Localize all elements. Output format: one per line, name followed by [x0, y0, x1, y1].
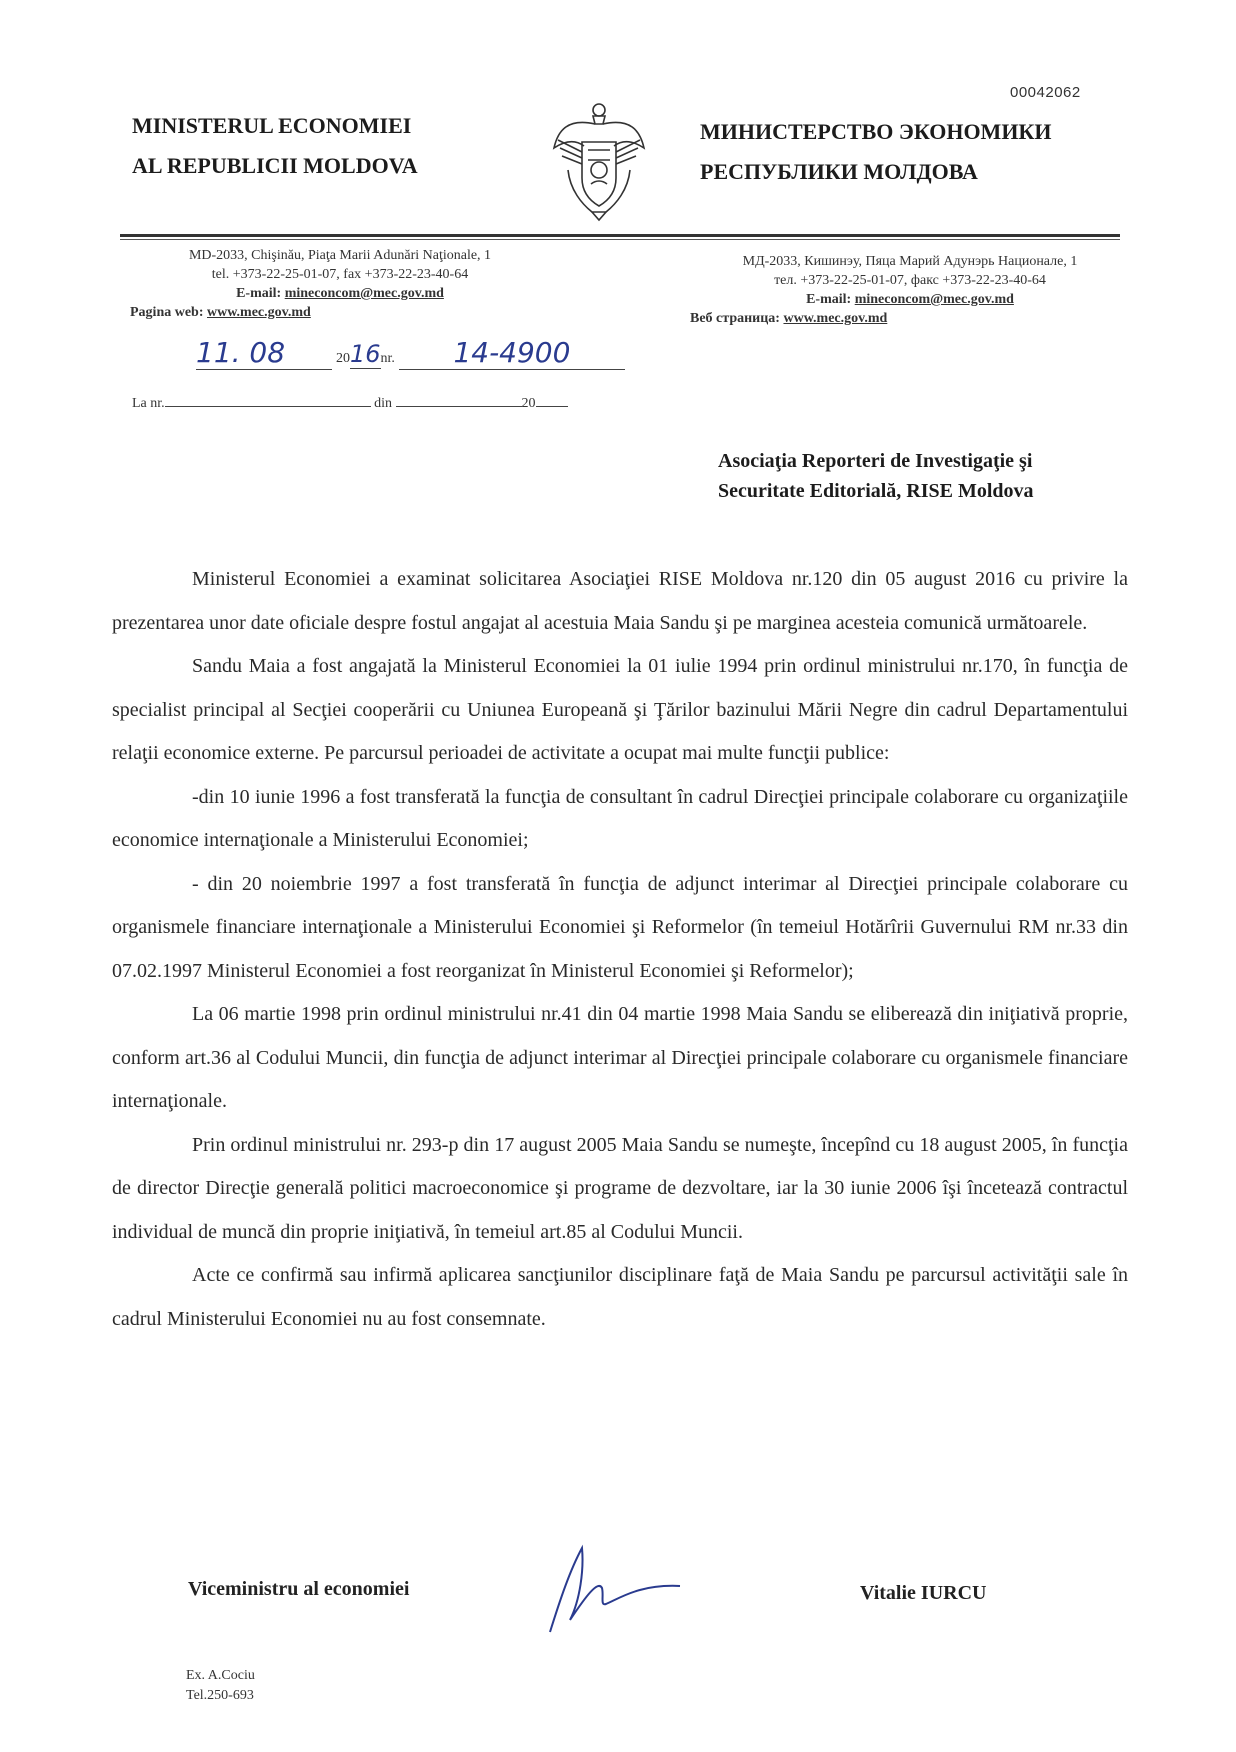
- registration-line: [196, 336, 656, 376]
- contact-block-ro: [130, 246, 550, 322]
- email-label-ru: E-mail:: [806, 292, 852, 307]
- reference-year-prefix: 20: [521, 396, 536, 411]
- reference-din: din: [374, 396, 393, 411]
- ministry-name-ru-line2: РЕСПУБЛИКИ МОЛДОВА: [700, 159, 978, 184]
- registration-year-prefix: 20: [336, 351, 350, 366]
- address-ru: МД-2033, Кишинэу, Пяца Марий Адунэрь Национале, 1: [742, 254, 1078, 269]
- letter-body: [112, 558, 1128, 1341]
- signatory-name: Vitalie IURCU: [860, 1582, 987, 1604]
- paragraph: Sandu Maia a fost angajată la Ministerul Economiei la 01 iulie 1994 prin ordinul ministrului nr.170, în funcţia de specialist principal al Secţiei cooperării cu Uniunea Europeană şi Ţărilor bazinului Mării Negre din cadrul Departamentului relaţii economice externe. Pe parcursul perioadei de activitate a ocupat mai multe funcţii publice:: [112, 655, 1128, 764]
- email-label-ro: E-mail:: [236, 286, 282, 301]
- handwritten-signature-icon: [540, 1540, 690, 1640]
- paragraph: - din 20 noiembrie 1997 a fost transferată în funcţia de adjunct interimar al Direcţiei principale colaborare cu organismele financiare internaţionale a Ministerului Economiei şi Reformelor (în temeiul Hotărîrii Guvernului RM nr.33 din 07.02.1997 Ministerul Economiei a fost reorganizat în Ministerul Economiei şi Reformelor);: [112, 872, 1128, 982]
- ministry-header-ru: [700, 112, 1052, 192]
- ministry-header-ro: [132, 106, 418, 186]
- email-link-ru[interactable]: mineconcom@mec.gov.md: [854, 292, 1014, 307]
- executor-name: Ex. A.Cociu: [186, 1668, 255, 1683]
- ministry-name-ro-line2: AL REPUBLICII MOLDOVA: [132, 153, 418, 178]
- header-divider-thin: [120, 239, 1120, 240]
- registration-year-suffix: 16: [350, 340, 381, 368]
- ministry-name-ru-line1: МИНИСТЕРСТВО ЭКОНОМИКИ: [700, 119, 1052, 144]
- executor-info: [186, 1666, 255, 1706]
- addressee-line1: Asociaţia Reporteri de Investigaţie şi: [718, 450, 1033, 472]
- phone-ro: tel. +373-22-25-01-07, fax +373-22-23-40-64: [211, 267, 469, 282]
- web-label-ro: Pagina web:: [130, 305, 204, 320]
- paragraph: Prin ordinul ministrului nr. 293-p din 17 august 2005 Maia Sandu se numeşte, începînd cu 18 august 2005, în funcţia de director Direcţie generală politici macroeconomice şi programe de dezvoltare, iar la 30 iunie 2006 îşi încetează contractul individual de muncă din proprie iniţiativă, în temeiul art.85 al Codului Muncii.: [112, 1133, 1128, 1243]
- web-label-ru: Веб страница:: [690, 311, 780, 326]
- paragraph: La 06 martie 1998 prin ordinul ministrului nr.41 din 04 martie 1998 Maia Sandu se eliberează din iniţiativă proprie, conform art.36 al Codului Muncii, din funcţia de adjunct interimar al Direcţiei principale colaborare cu organismele financiare internaţionale.: [112, 1003, 1128, 1112]
- ministry-name-ro-line1: MINISTERUL ECONOMIEI: [132, 113, 412, 138]
- addressee-block: [718, 446, 1034, 506]
- address-ro: MD-2033, Chişinău, Piaţa Marii Adunări Naţionale, 1: [188, 248, 492, 263]
- registration-number: 14-4900: [399, 336, 625, 370]
- registration-nr-label: nr.: [380, 351, 395, 366]
- addressee-line2: Securitate Editorială, RISE Moldova: [718, 480, 1034, 502]
- coat-of-arms-icon: [548, 100, 650, 222]
- document-id: 00042062: [1010, 84, 1081, 101]
- signatory-title: Viceministru al economiei: [188, 1578, 410, 1600]
- phone-ru: тел. +373-22-25-01-07, факс +373-22-23-40-64: [774, 273, 1046, 288]
- web-link-ro[interactable]: www.mec.gov.md: [207, 305, 311, 320]
- paragraph: Ministerul Economiei a examinat solicitarea Asociaţiei RISE Moldova nr.120 din 05 august 2016 cu privire la prezentarea unor date oficiale despre fostul angajat al acestuia Maia Sandu şi pe marginea acesteia comunică următoarele.: [112, 568, 1128, 634]
- web-link-ru[interactable]: www.mec.gov.md: [783, 311, 888, 326]
- paragraph: -din 10 iunie 1996 a fost transferată la funcţia de consultant în cadrul Direcţiei principale colaborare cu organizaţiile economice internaţionale a Ministerului Economiei;: [112, 785, 1128, 851]
- header-divider-thick: [120, 234, 1120, 237]
- reference-line: [132, 394, 568, 412]
- registration-date: 11. 08: [196, 336, 332, 370]
- contact-block-ru: [690, 252, 1130, 328]
- reference-la-nr: La nr.: [132, 396, 165, 411]
- executor-phone: Tel.250-693: [186, 1688, 254, 1703]
- paragraph: Acte ce confirmă sau infirmă aplicarea sancţiunilor disciplinare faţă de Maia Sandu pe parcursul activităţii sale în cadrul Ministerului Economiei nu au fost consemnate.: [112, 1264, 1128, 1330]
- email-link-ro[interactable]: mineconcom@mec.gov.md: [284, 286, 444, 301]
